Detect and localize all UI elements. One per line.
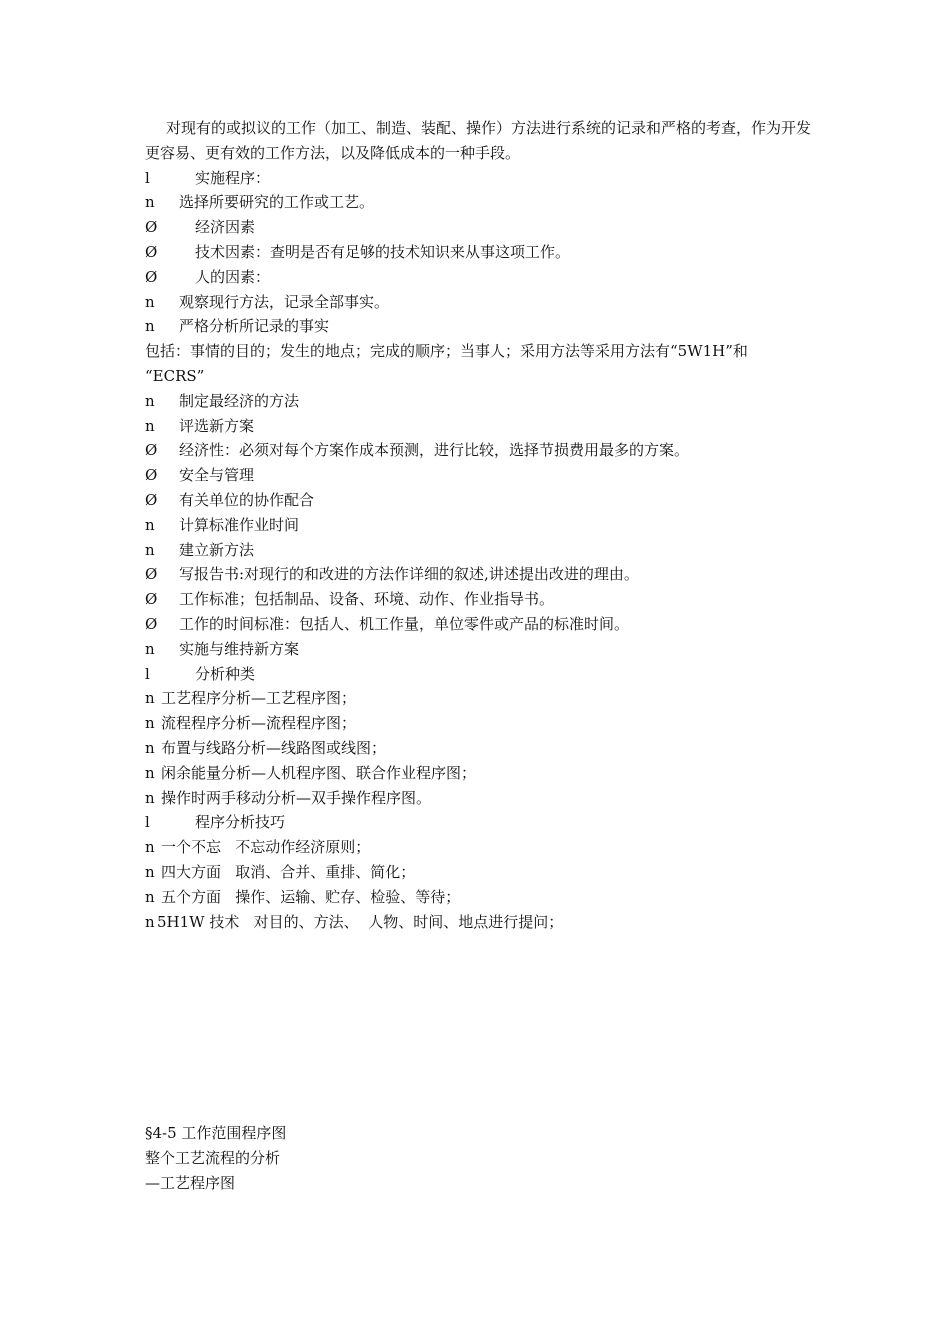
list-item [145,885,825,910]
list-item-text: 选择所要研究的工作或工艺。 [179,193,375,212]
list-item-text: 有关单位的协作配合 [179,490,315,509]
bullet-marker: n [145,540,155,559]
list-item [145,711,825,736]
list-item-text: 评选新方案 [179,416,255,435]
list-item-text: 工作标准；包括制品、设备、环境、动作、作业指导书。 [179,590,555,609]
list-item [145,786,825,811]
bullet-marker: n [145,763,155,782]
list-item [145,538,825,563]
list-item [145,215,825,240]
list-item [145,810,825,835]
plain-line [145,364,825,389]
list-item-text: 技术因素：查明是否有足够的技术知识来从事这项工作。 [195,242,571,261]
list-item [145,860,825,885]
list-item [145,190,825,215]
list-item-text: 闲余能量分析—人机程序图、联合作业程序图； [161,763,477,782]
bullet-marker: n [145,416,155,435]
bullet-marker: n [145,912,155,931]
bullet-marker: Ø [145,565,158,584]
bullet-marker: l [145,813,150,832]
bullet-marker: Ø [145,267,158,286]
list-item-text: 经济因素 [195,218,256,237]
list-item [145,736,825,761]
bullet-marker: n [145,193,155,212]
bullet-marker: Ø [145,242,158,261]
document-body [145,116,825,1196]
list-item-text: 人的因素： [195,267,271,286]
list-item [145,662,825,687]
bullet-marker: n [145,862,155,881]
list-item-text: 计算标准作业时间 [179,515,300,534]
list-item-text: 建立新方法 [179,540,255,559]
list-item-text: 工艺程序分析—工艺程序图； [161,689,357,708]
list-item [145,835,825,860]
intro-paragraph: 对现有的或拟议的工作（加工、制造、装配、操作）方法进行系统的记录和严格的考查，作为开发更容易、更有效的工作方法，以及降低成本的一种手段。 [145,119,812,162]
bullet-marker: l [145,168,150,187]
list-item [145,438,825,463]
bullet-marker: n [145,738,155,757]
list-item [145,265,825,290]
bullet-marker: n [145,838,155,857]
list-item-text: 实施程序： [195,168,271,187]
list-item [145,314,825,339]
bullet-marker: Ø [145,490,158,509]
list-item-text: 程序分析技巧 [195,813,286,832]
list-item-text: 经济性：必须对每个方案作成本预测，进行比较，选择节损费用最多的方案。 [179,441,690,460]
list-item-text: 操作时两手移动分析—双手操作程序图。 [161,788,432,807]
list-item-text: 制定最经济的方法 [179,391,300,410]
list-item [145,612,825,637]
list-item [145,587,825,612]
bullet-marker: Ø [145,590,158,609]
list-item-text: 5H1W 技术 对目的、方法、 人物、时间、地点进行提问； [157,912,564,931]
bullet-marker: n [145,292,155,311]
list-item [145,463,825,488]
line-text: 包括：事情的目的；发生的地点；完成的顺序；当事人；采用方法等采用方法有“5W1H”和 [145,342,748,361]
bullet-marker: Ø [145,218,158,237]
list-item-text: 安全与管理 [179,466,255,485]
list-item-text: 严格分析所记录的事实 [179,317,330,336]
list-item [145,240,825,265]
bullet-marker: n [145,788,155,807]
list-item-text: 一个不忘 不忘动作经济原则； [161,838,371,857]
list-item-text: 四大方面 取消、合并、重排、简化； [161,862,416,881]
section-subtitle: 整个工艺流程的分析 [145,1149,281,1168]
list-item [145,513,825,538]
bullet-marker: Ø [145,466,158,485]
bullet-marker: n [145,689,155,708]
list-item [145,389,825,414]
list-item-text: 观察现行方法，记录全部事实。 [179,292,390,311]
bullet-marker: Ø [145,614,158,633]
list-item-text: 流程程序分析—流程程序图； [161,714,357,733]
list-item [145,166,825,191]
list-item [145,637,825,662]
section-heading: §4-5 工作范围程序图 [145,1124,287,1143]
bullet-marker: n [145,515,155,534]
list-item-text: 工作的时间标准：包括人、机工作量，单位零件或产品的标准时间。 [179,614,630,633]
list-item [145,562,825,587]
bullet-marker: n [145,639,155,658]
list-item-text: 写报告书:对现行的和改进的方法作详细的叙述,讲述提出改进的理由。 [179,565,639,584]
bullet-marker: Ø [145,441,158,460]
list-item-text: 布置与线路分析—线路图或线图； [161,738,387,757]
list-item-text: 分析种类 [195,664,256,683]
plain-line [145,339,825,364]
list-item [145,910,825,935]
bullet-marker: l [145,664,150,683]
list-item [145,686,825,711]
list-item [145,761,825,786]
bullet-marker: n [145,391,155,410]
bullet-marker: n [145,317,155,336]
list-item-text: 五个方面 操作、运输、贮存、检验、等待； [161,887,461,906]
list-item-text: 实施与维持新方案 [179,639,300,658]
section-subtitle: —工艺程序图 [145,1173,236,1192]
line-text: “ECRS” [145,366,205,385]
list-item [145,488,825,513]
bullet-marker: n [145,714,155,733]
blank-space [145,934,825,1121]
list-item [145,414,825,439]
bullet-marker: n [145,887,155,906]
list-item [145,290,825,315]
